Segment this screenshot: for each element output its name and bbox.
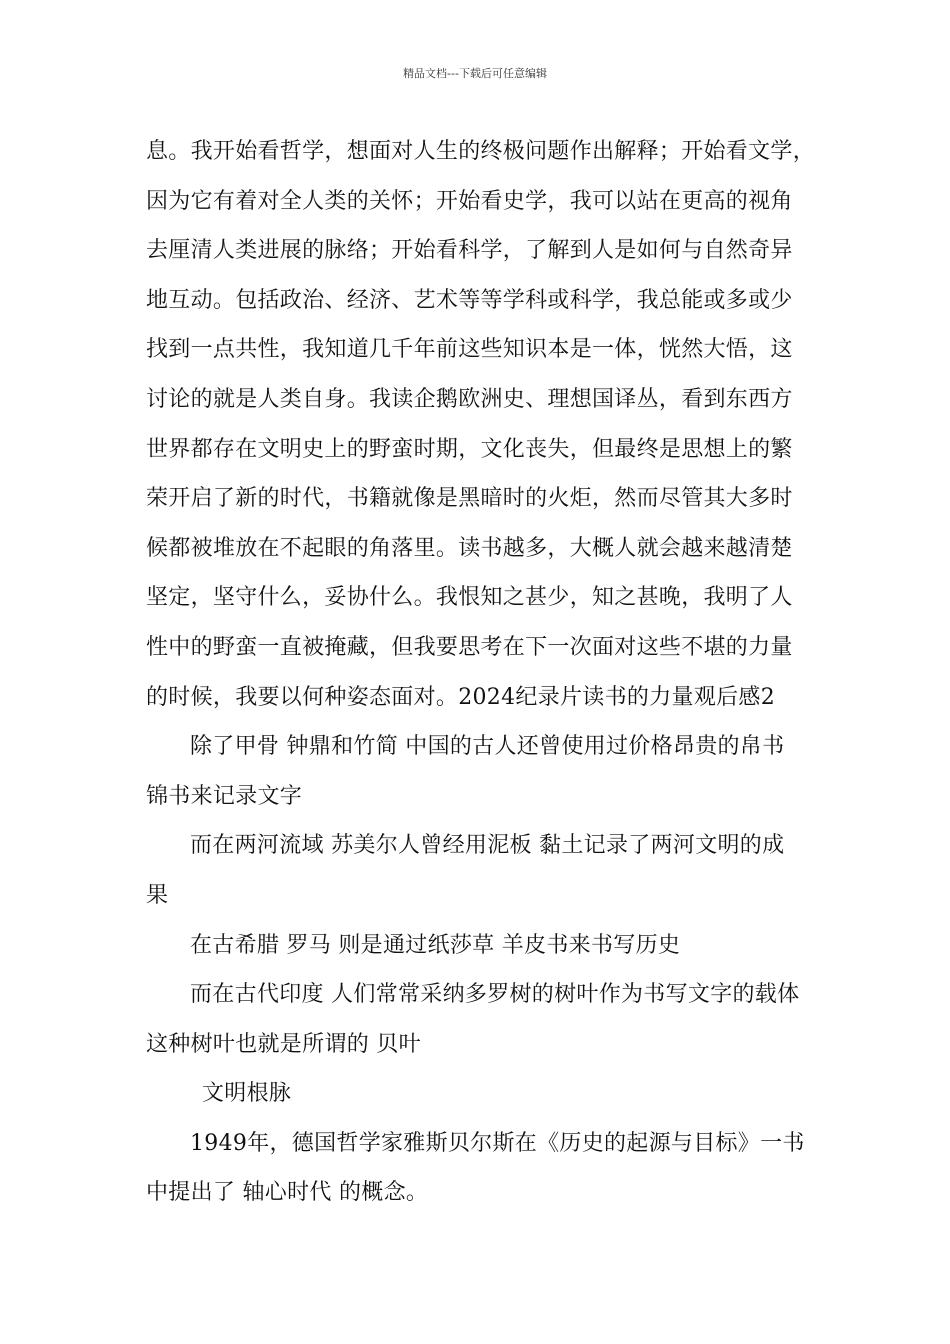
text-line: 中提出了 轴心时代 的概念。 (146, 1180, 429, 1206)
paragraph-start: 而在古代印度 人们常常采纳多罗树的树叶作为书写文字的载体 (190, 982, 800, 1008)
text-line: 地互动。包括政治、经济、艺术等等学科或科学，我总能或多或少 (146, 287, 793, 313)
text-line: 世界都存在文明史上的野蛮时期，文化丧失，但最终是思想上的繁 (146, 436, 793, 462)
page-header: 精品文档---下载后可任意编辑 (403, 67, 547, 80)
text-line: 的时候，我要以何种姿态面对。2024纪录片读书的力量观后感2 (146, 684, 775, 710)
text-line: 去厘清人类进展的脉络；开始看科学，了解到人是如何与自然奇异 (146, 238, 793, 264)
text-line: 坚定，坚守什么，妥协什么。我恨知之甚少，知之甚晚，我明了人 (146, 585, 793, 611)
text-line: 荣开启了新的时代，书籍就像是黑暗时的火炬，然而尽管其大多时 (146, 486, 793, 512)
text-line: 因为它有着对全人类的关怀；开始看史学，我可以站在更高的视角 (146, 188, 793, 214)
text-line: 找到一点共性，我知道几千年前这些知识本是一体，恍然大悟，这 (146, 337, 793, 363)
paragraph-start: 1949年，德国哲学家雅斯贝尔斯在《历史的起源与目标》一书 (190, 1130, 805, 1156)
text-line: 果 (146, 882, 169, 908)
paragraph-start: 除了甲骨 钟鼎和竹简 中国的古人还曾使用过价格昂贵的帛书 (190, 734, 785, 760)
text-line: 息。我开始看哲学，想面对人生的终极问题作出解释；开始看文学， (146, 139, 816, 164)
text-line: 锦书来记录文字 (146, 783, 303, 809)
document-body (146, 127, 816, 1218)
paragraph-start: 而在两河流域 苏美尔人曾经用泥板 黏土记录了两河文明的成 (190, 833, 785, 859)
section-heading: 文明根脉 (202, 1081, 292, 1107)
paragraph-start: 在古希腊 罗马 则是通过纸莎草 羊皮书来书写历史 (190, 932, 681, 958)
text-line: 候都被堆放在不起眼的角落里。读书越多，大概人就会越来越清楚 (146, 535, 793, 561)
text-line: 性中的野蛮一直被掩藏，但我要思考在下一次面对这些不堪的力量 (146, 634, 793, 660)
text-line: 讨论的就是人类自身。我读企鹅欧洲史、理想国译丛，看到东西方 (146, 386, 793, 412)
text-line: 这种树叶也就是所谓的 贝叶 (146, 1031, 421, 1057)
